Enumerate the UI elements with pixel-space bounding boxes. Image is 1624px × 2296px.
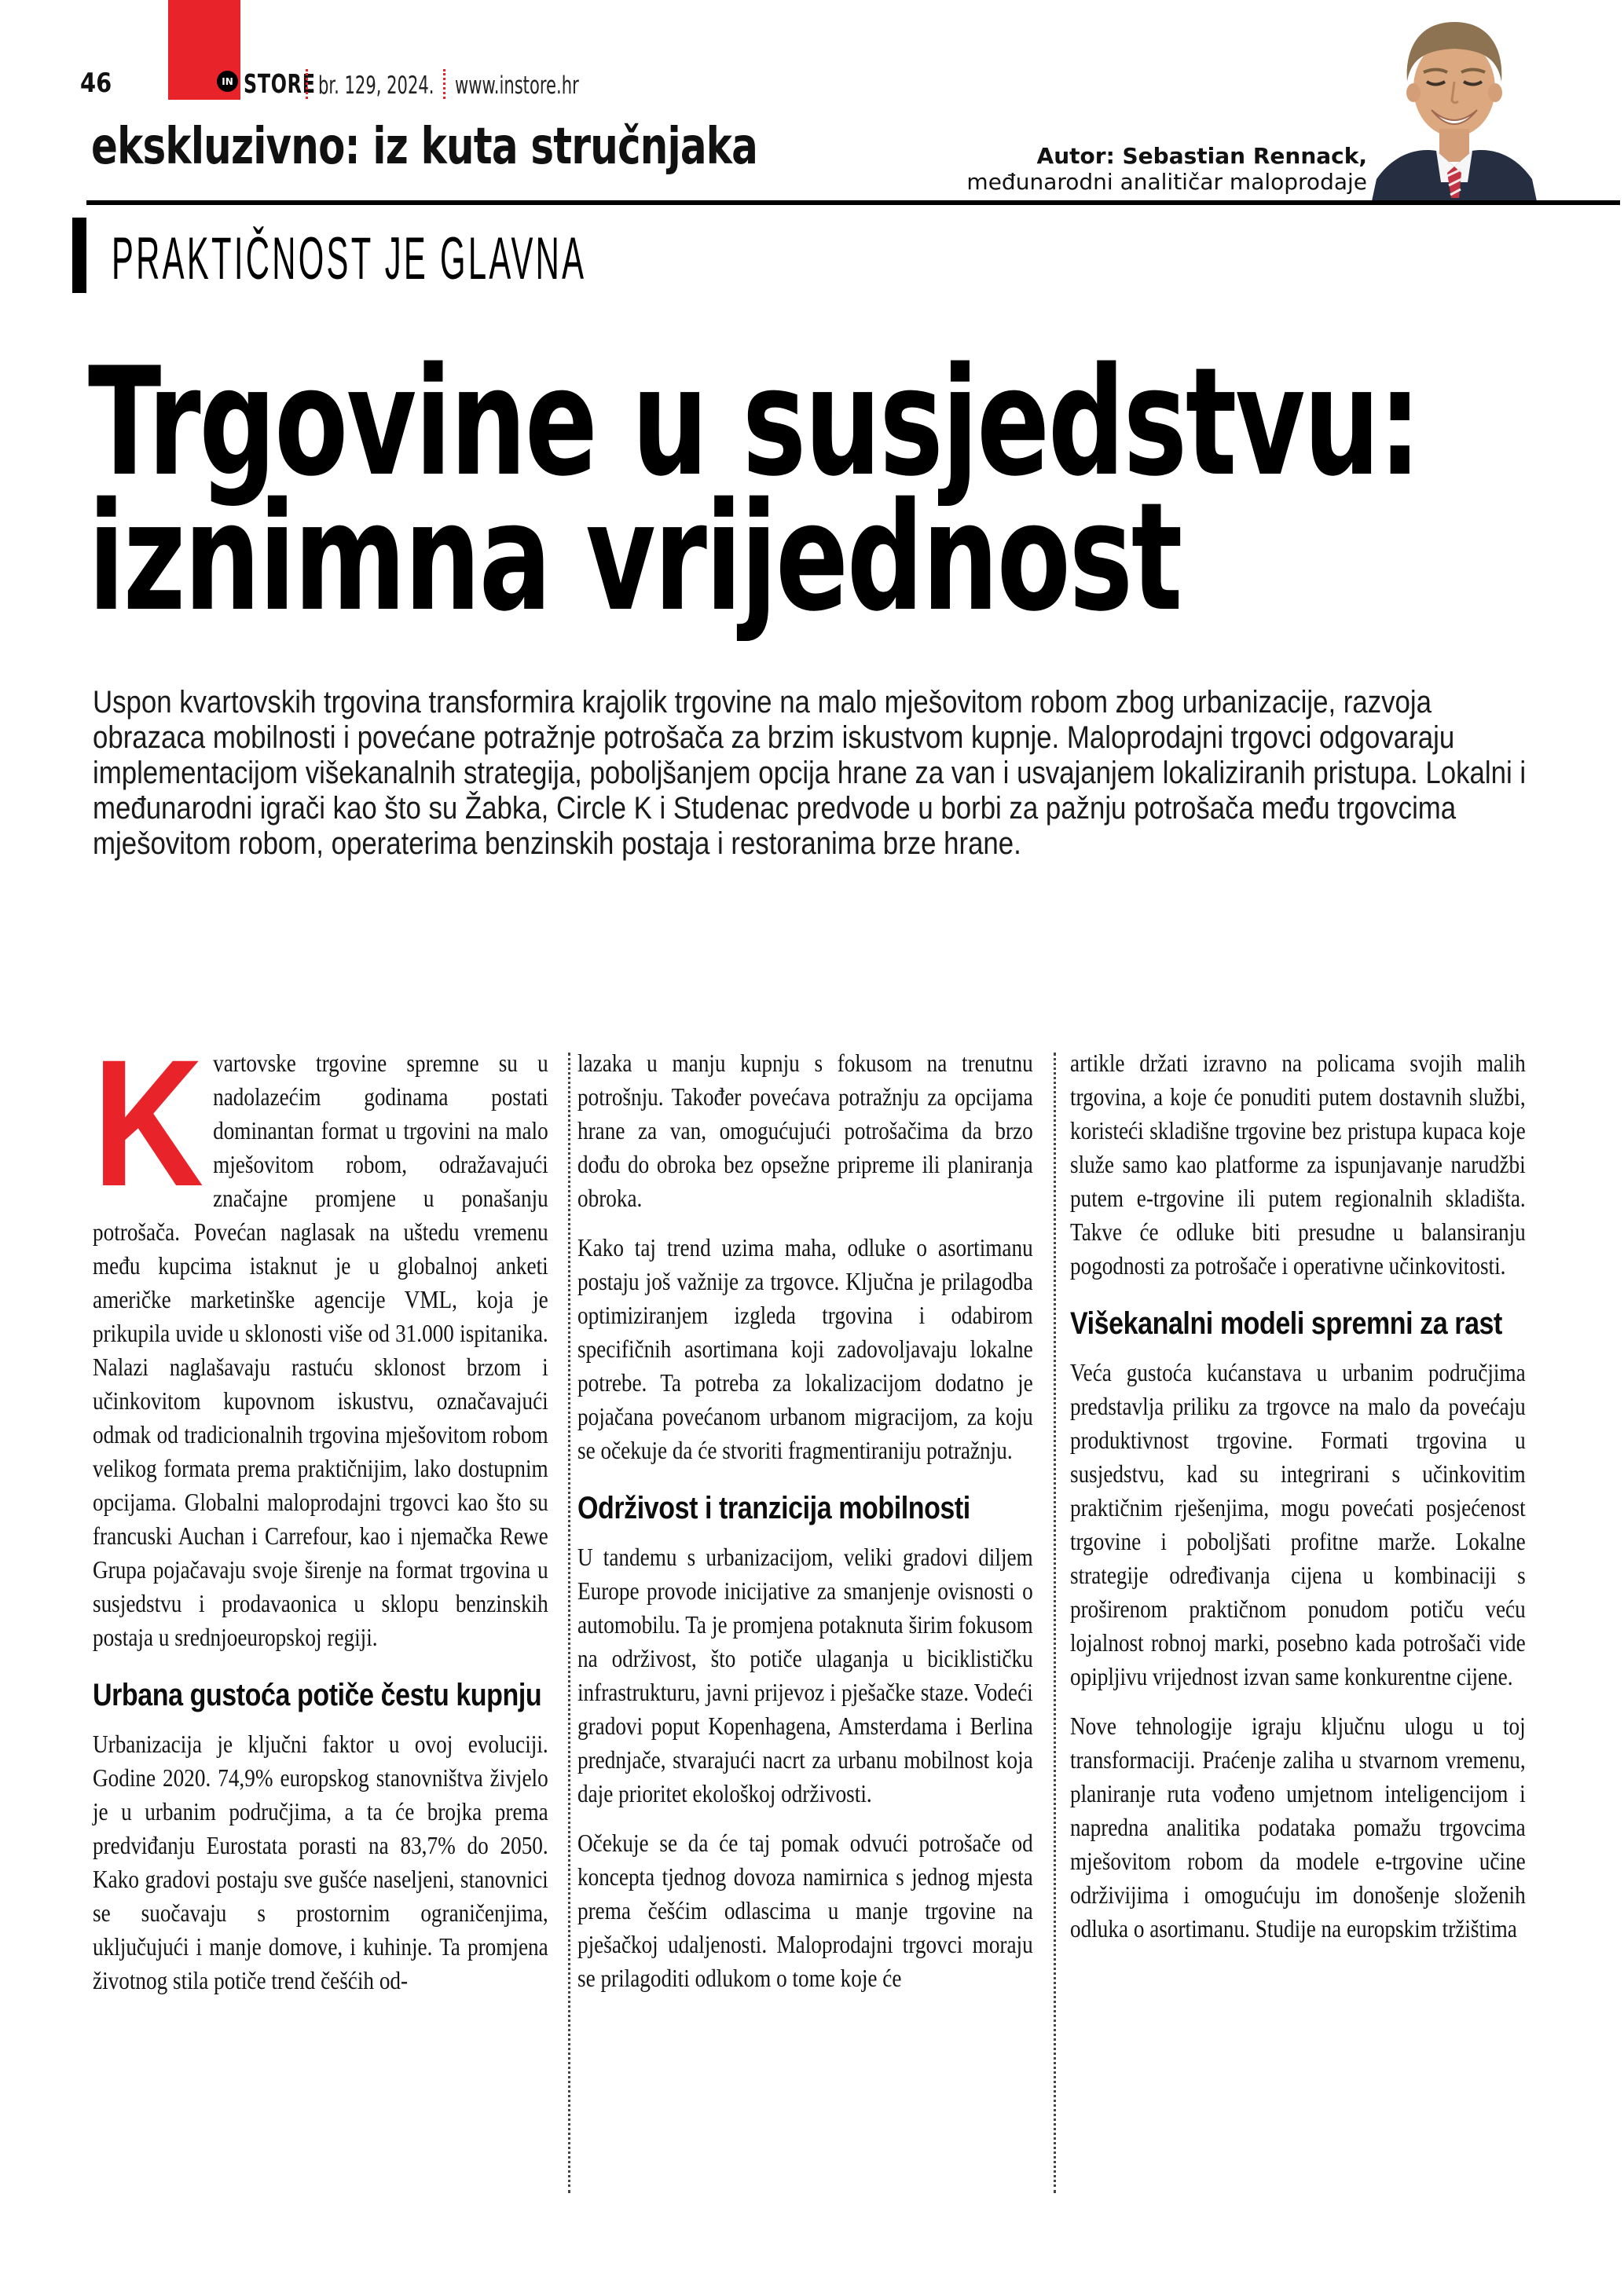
column-divider-dotted — [568, 1053, 570, 2193]
author-photo — [1372, 0, 1537, 201]
lead-paragraph: Uspon kvartovskih trgovina transformira krajolik trgovine na malo mješovitom robom zbog urbanizacije, razvoja obrazaca mobilnosti i povećane potražnje potrošača za brzim iskustvom kupnje. Maloprodajni trgovci odgovaraju implementacijom višekanalnih strategija, poboljšanjem opcija hrane za van i usvajanjem lokaliziranih pristupa. Lokalni i međunarodni igrači kao što su Žabka, Circle K i Studenac predvode u borbi za pažnju potrošača među trgovcima mješovitom robom, operaterima benzinskih postaja i restoranima brze hrane. — [93, 685, 1527, 861]
header-dotted-separator — [443, 69, 445, 99]
header-dotted-separator — [306, 69, 308, 99]
body-paragraph: lazaka u manju kupnju s fokusom na trenutnu potrošnju. Također povećava potražnju za opcijama hrane za van, omogućujući potrošačima da brzo dođu do obroka bez opsežne pripreme ili planiranja obroka. — [577, 1049, 1033, 1212]
author-name: Autor: Sebastian Rennack, — [1036, 143, 1367, 169]
body-paragraph: Očekuje se da će taj pomak odvući potrošače od koncepta tjednog dovoza namirnica s jednog mjesta prema češćim odlascima u manje trgovine na pješačkoj udaljenosti. Maloprodajni trgovci moraju se prilagoditi odlukom o tome koje će — [577, 1829, 1033, 1992]
column-heading: Višekanalni modeli spremni za rast — [1070, 1306, 1502, 1341]
page-number: 46 — [80, 68, 112, 99]
website-label: www.instore.hr — [455, 71, 579, 100]
body-paragraph: Nove tehnologije igraju ključnu ulogu u toj transformaciji. Praćenje zaliha u stvarnom vremenu, planiranje ruta vođeno umjetnom inteligencijom i napredna analitika podataka pomažu trgovcima mješovitom robom da modele e-trgovine učine održivijima i omogućuju im donošenje složenih odluka o asortimanu. Studije na europskim tržištima — [1070, 1712, 1526, 1943]
kicker-bar — [72, 218, 86, 293]
photo-ear-left — [1406, 83, 1421, 102]
issue-label: br. 129, 2024. — [318, 71, 434, 100]
author-block — [966, 143, 1367, 195]
column-heading: Urbana gustoća potiče čestu kupnju — [93, 1678, 542, 1712]
headline-line-1: Trgovine u susjedstvu: — [88, 335, 1420, 509]
body-paragraph: Kako taj trend uzima maha, odluke o asortimanu postaju još važnije za trgovce. Ključna je prilagodba optimiziranjem izgleda trgovina i odabirom specifičnih asortimana koji zadovoljavaju lokalne potrebe. Ta potreba za lokalizacijom dodatno je pojačana povećanom urbanom migracijom, za koju se očekuje da će stvoriti fragmentiraniju potražnju. — [577, 1233, 1033, 1464]
body-paragraph — [93, 1022, 548, 1654]
column-divider-dotted — [1054, 1053, 1056, 2193]
body-paragraph: artikle držati izravno na policama svojih malih trgovina, a koje će ponuditi putem dostavnih službi, koristeći skladišne trgovine bez pristupa kupaca koje služe samo kao platforme za ispunjavanje narudžbi putem e-trgovine ili putem regionalnih skladišta. Takve će odluke biti presudne u balansiranju pogodnosti za potrošače i operativne učinkovitosti. — [1070, 1049, 1526, 1280]
article-column-2 — [577, 1046, 1033, 1995]
article-column-1 — [93, 1022, 548, 1998]
body-paragraph: Veća gustoća kućanstava u urbanim područjima predstavlja priliku za trgovce na malo da povećaju produktivnost trgovine. Formati trgovina u susjedstvu, kad su integrirani s učinkovitim praktičnim rješenjima, mogu povećati posjećenost trgovine i poboljšati profitne marže. Lokalne strategije određivanja cijena u kombinaciji s proširenom praktičnom ponudom potiču veću lojalnost robnoj marki, posebno kada potrošači vide opipljivu vrijednost izvan same konkurentne cijene. — [1070, 1358, 1526, 1690]
instore-logo-icon — [217, 71, 238, 92]
article-headline — [88, 335, 1420, 644]
body-paragraph: Urbanizacija je ključni faktor u ovoj evoluciji. Godine 2020. 74,9% europskog stanovništva živjelo je u urbanim područjima, a ta će brojka prema predviđanju Eurostata porasti na 83,7% do 2050. Kako gradovi postaju sve gušće naseljeni, stanovnici se suočavaju s prostornim ograničenjima, uključujući i manje domove, i kuhinje. Ta promjena životnog stila potiče trend češćih od- — [93, 1730, 548, 1994]
instore-logo-text: STORE — [244, 68, 316, 99]
paragraph-text: vartovske trgovine spremne su u nadolazećim godinama postati dominantan format u trgovini na malo mješovitom robom, odražavajući značajne promjene u ponašanju potrošača. Povećan naglasak na uštedu vremenu među kupcima istaknut je u globalnoj anketi američke marketinške agencije VML, koja je prikupila uvide u sklonosti više od 31.000 ispitanika. Nalazi naglašavaju rastuću sklonost brzom i učinkovitom kupovnom iskustvu, označavajući odmak od tradicionalnih trgovina mješovitom robom velikog formata prema praktičnijim, lako dostupnim opcijama. Globalni maloprodajni trgovci kao što su francuski Auchan i Carrefour, kao i njemačka Rewe Grupa pojačavaju svoje širenje na format trgovina u susjedstvu i prodavaonica u sklopu benzinskih postaja u srednjoeuropskoj regiji. — [93, 1049, 548, 1651]
author-role: međunarodni analitičar maloprodaje — [966, 169, 1367, 195]
article-column-3 — [1070, 1046, 1526, 1946]
photo-neck — [1439, 129, 1469, 162]
photo-ear-right — [1488, 83, 1502, 102]
header-rule — [86, 200, 1620, 205]
author-photo-illustration — [1372, 0, 1537, 201]
body-paragraph: U tandemu s urbanizacijom, veliki gradovi diljem Europe provode inicijative za smanjenje ovisnosti o automobilu. Ta je promjena potaknuta širim fokusom na održivost, što potiče ulaganja u biciklističku infrastrukturu, javni prijevoz i pješačke staze. Vodeći gradovi poput Kopenhagena, Amsterdama i Berlina prednjače, stvarajući nacrt za urbanu mobilnost koja daje prioritet ekološkoj održivosti. — [577, 1543, 1033, 1807]
drop-cap: K — [93, 1022, 204, 1224]
kicker-label: PRAKTIČNOST JE GLAVNA — [112, 225, 587, 292]
headline-line-2: iznimna vrijednost — [88, 471, 1182, 644]
instore-logo-in: IN — [222, 75, 233, 87]
column-heading: Održivost i tranzicija mobilnosti — [577, 1491, 970, 1525]
section-title: ekskluzivno: iz kuta stručnjaka — [91, 118, 758, 176]
